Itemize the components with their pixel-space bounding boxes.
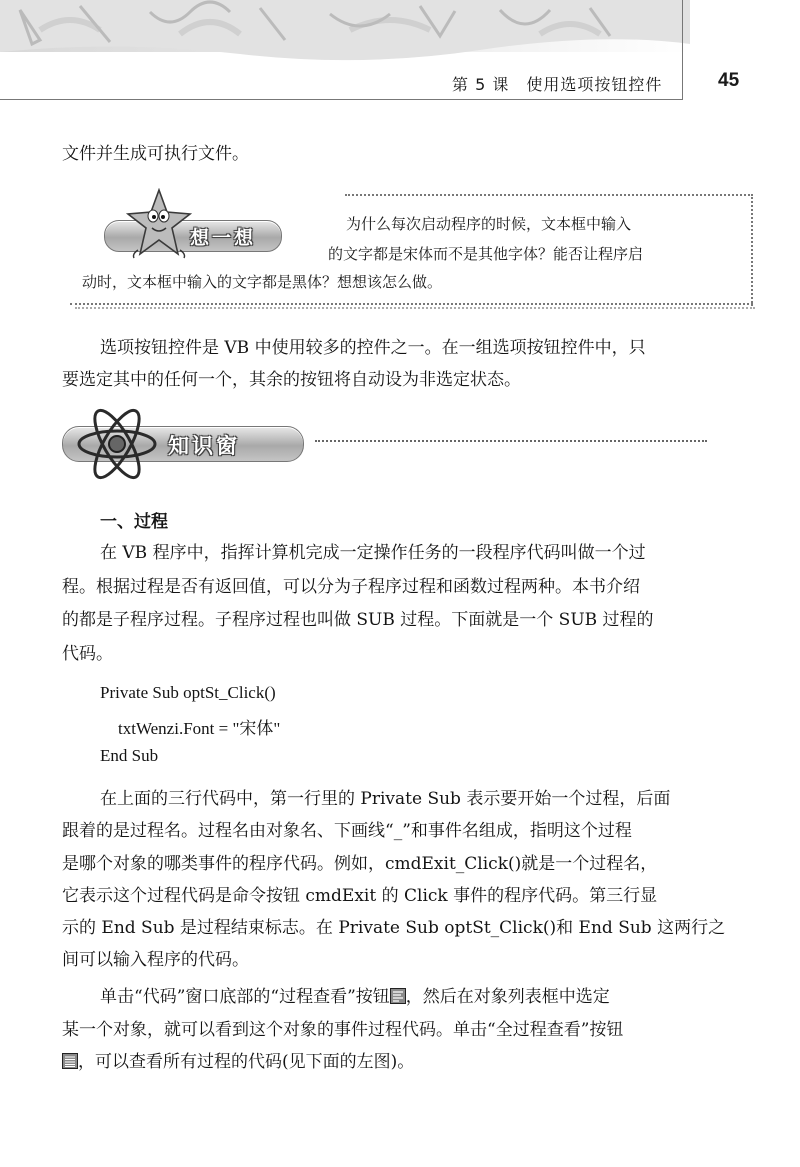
think-text-line-1: 为什么每次启动程序的时候，文本框中输入 (346, 215, 632, 233)
think-box (70, 194, 694, 308)
think-text-line-3: 动时，文本框中输入的文字都是黑体？想想该怎么做。 (82, 273, 443, 291)
para2-line-3: 的都是子程序过程。子程序过程也叫做 SUB 过程。下面就是一个 SUB 过程的 (62, 610, 654, 630)
para4-line-2: 某一个对象，就可以看到这个对象的事件过程代码。单击“全过程查看”按钮 (62, 1020, 624, 1040)
para4-line-1 (100, 987, 610, 1007)
para3-line-2: 跟着的是过程名。过程名由对象名、下画线“_”和事件名组成，指明这个过程 (62, 821, 632, 841)
header-rule (0, 99, 682, 100)
para3-line-3: 是哪个对象的哪类事件的程序代码。例如，cmdExit_Click()就是一个过程名， (62, 854, 658, 874)
think-badge-label: 想一想 (190, 227, 257, 249)
intro-line: 文件并生成可执行文件。 (62, 144, 249, 164)
page-number: 45 (718, 70, 740, 91)
para3-line-6: 间可以输入程序的代码。 (62, 950, 249, 970)
code-line-3: End Sub (100, 746, 159, 765)
header-vertical-rule (682, 0, 683, 100)
atom-icon (76, 406, 158, 482)
code-line-1: Private Sub optSt_Click() (100, 683, 276, 702)
para4-line-3 (62, 1052, 414, 1072)
para2-line-4: 代码。 (62, 644, 113, 664)
para2-line-2: 程。根据过程是否有返回值，可以分为子程序过程和函数过程两种。本书介绍 (62, 577, 640, 597)
think-box-border-top (345, 194, 753, 196)
para2-line-1: 在 VB 程序中，指挥计算机完成一定操作任务的一段程序代码叫做一个过 (100, 543, 646, 563)
para1-line-2: 要选定其中的任何一个，其余的按钮将自动设为非选定状态。 (62, 370, 521, 390)
para4-line-3-text: ，可以查看所有过程的代码(见下面的左图)。 (78, 1052, 415, 1072)
header-decoration-art (0, 0, 690, 66)
para3-line-4: 它表示这个过程代码是命令按钮 cmdExit 的 Click 事件的程序代码。第三行显 (62, 886, 658, 906)
section-heading: 一、过程 (100, 512, 168, 532)
think-box-shadow-line (75, 307, 755, 309)
think-box-border-right (751, 194, 753, 306)
para1-line-1: 选项按钮控件是 VB 中使用较多的控件之一。在一组选项按钮控件中，只 (100, 338, 646, 358)
para4-line-1-end: ，然后在对象列表框中选定 (405, 987, 610, 1007)
code-line-2: txtWenzi.Font = "宋体" (118, 719, 281, 738)
think-box-border-bottom (70, 303, 753, 305)
knowledge-dotted-rule (315, 440, 707, 442)
lesson-title: 第 5 课 使用选项按钮控件 (452, 75, 663, 94)
think-text-line-2: 的文字都是宋体而不是其他字体？能否让程序启 (328, 245, 644, 263)
full-module-view-button-icon (62, 1053, 78, 1069)
star-character-icon (126, 188, 192, 260)
procedure-view-button-icon (390, 988, 406, 1004)
knowledge-badge-label: 知识窗 (168, 434, 240, 458)
para3-line-5: 示的 End Sub 是过程结束标志。在 Private Sub optSt_Click()和 End Sub 这两行之 (62, 918, 726, 938)
para3-line-1: 在上面的三行代码中，第一行里的 Private Sub 表示要开始一个过程，后面 (100, 789, 671, 809)
para4-line-1-start: 单击“代码”窗口底部的“过程查看”按钮 (100, 987, 390, 1007)
